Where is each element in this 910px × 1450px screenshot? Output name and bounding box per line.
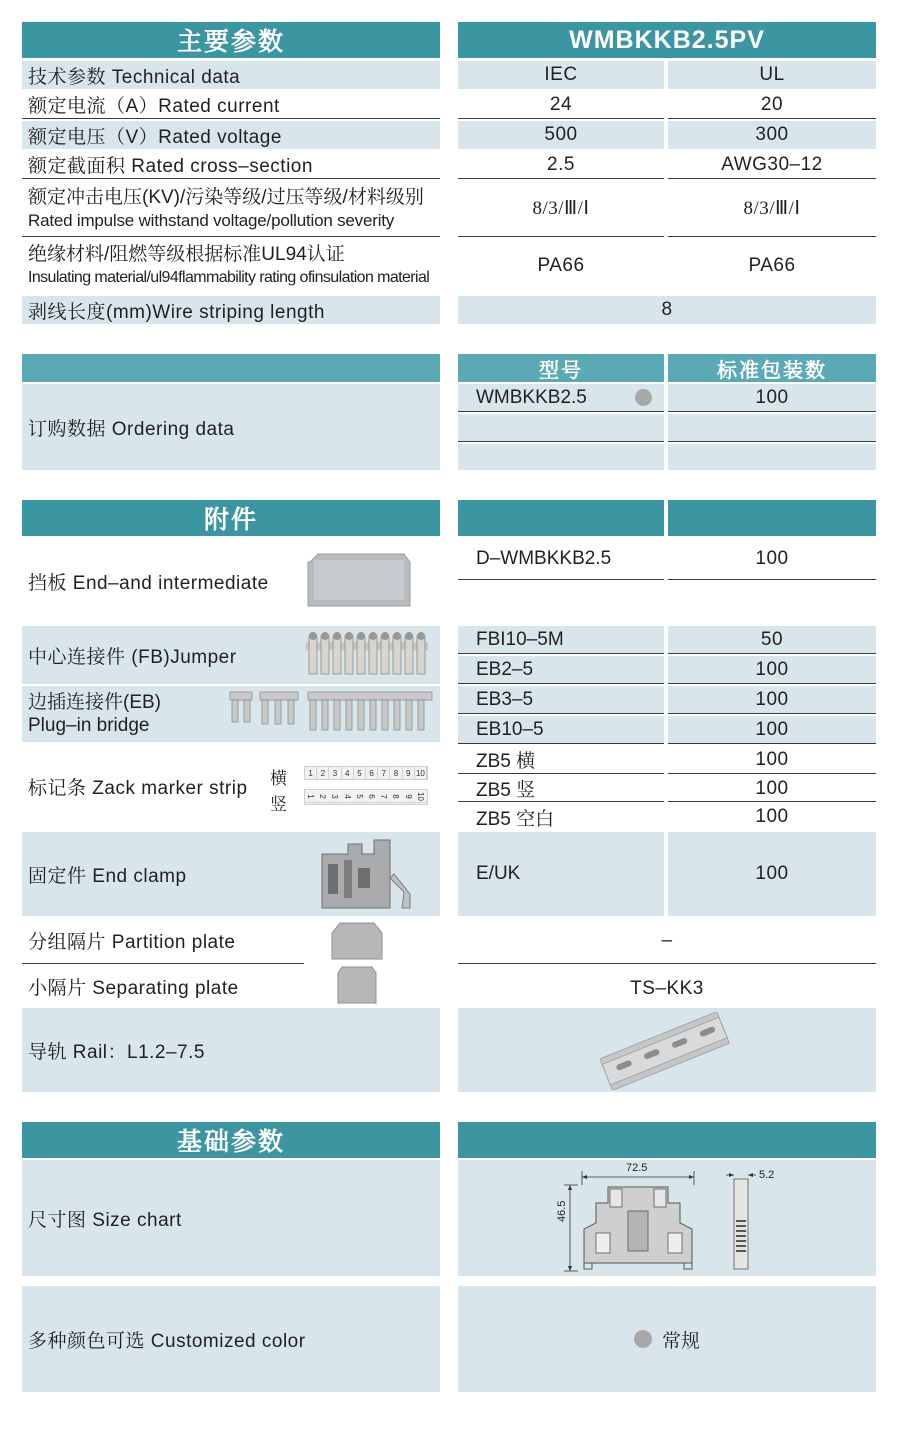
dim-width-label: 72.5	[626, 1162, 648, 1174]
row-current-iec: 24	[458, 91, 664, 119]
accessories-title: 附件	[22, 500, 440, 536]
ordering-col-model: 型号	[458, 354, 664, 382]
end-plate-qty: 100	[668, 538, 876, 580]
end-clamp-model: E/UK	[458, 832, 664, 916]
bridge-model-1: EB2–5	[458, 656, 664, 684]
bridge-model-2: EB3–5	[458, 686, 664, 714]
ordering-header-left	[22, 354, 440, 382]
row-strip-label: 剥线长度(mm)Wire striping length	[22, 296, 440, 324]
ordering-empty-row	[668, 414, 876, 442]
color-swatch-icon	[634, 1330, 652, 1348]
row-impulse-ul: 8/3/Ⅲ/Ⅰ	[668, 181, 876, 237]
size-chart-label: 尺寸图 Size chart	[22, 1160, 440, 1276]
end-plate-image	[304, 552, 414, 608]
row-technical-label: 技术参数 Technical data	[22, 61, 440, 89]
marker-strip-vertical-image	[304, 789, 428, 805]
row-impulse-label	[22, 181, 440, 237]
row-current-label: 额定电流（A）Rated current	[22, 91, 440, 119]
jumper-label: 中心连接件 (FB)Jumper	[22, 626, 440, 684]
impulse-label-cn: 额定冲击电压(KV)/污染等级/过压等级/材料级别	[28, 186, 424, 208]
separating-plate-image	[336, 965, 378, 1005]
marker-digit: 10	[414, 791, 428, 803]
marker-digit: 6	[366, 767, 378, 779]
marker-horizontal-label: 横	[270, 769, 287, 788]
insulation-label-cn: 绝缘材料/阻燃等级根据标准UL94认证	[28, 244, 345, 265]
marker-digit: 8	[390, 767, 402, 779]
bridge-model-3: EB10–5	[458, 716, 664, 744]
bridge-label-cn: 边插连接件(EB)	[28, 692, 162, 713]
marker-digit: 8	[390, 791, 404, 803]
basic-header-cell	[458, 1122, 876, 1158]
marker-digit: 5	[354, 767, 366, 779]
row-voltage-iec: 500	[458, 121, 664, 149]
marker-digit: 9	[403, 767, 415, 779]
marker-qty-3: 100	[755, 806, 789, 827]
row-technical-iec: IEC	[458, 61, 664, 89]
marker-digit: 3	[329, 767, 341, 779]
marker-digit: 1	[305, 767, 317, 779]
row-cross-section-iec: 2.5	[458, 151, 664, 179]
bridge-qty-1: 100	[668, 656, 876, 684]
dim-height-label: 46.5	[556, 1200, 568, 1222]
ordering-empty-row	[668, 444, 876, 470]
color-dot-icon	[635, 389, 652, 406]
row-technical-ul: UL	[668, 61, 876, 89]
ordering-pack: 100	[668, 384, 876, 412]
marker-qty-2: 100	[668, 776, 876, 802]
din-rail-image	[600, 1012, 730, 1090]
accessories-header-cell	[668, 500, 876, 536]
jumper-model: FBI10–5M	[458, 626, 664, 654]
row-cross-section-ul: AWG30–12	[668, 151, 876, 179]
marker-digit: 3	[329, 791, 343, 803]
marker-digit: 1	[304, 791, 318, 803]
color-label: 多种颜色可选 Customized color	[22, 1286, 440, 1392]
marker-strip-horizontal-image	[304, 766, 428, 780]
ordering-empty-row	[458, 414, 664, 442]
row-strip-value: 8	[458, 296, 876, 324]
jumper-image	[306, 632, 430, 678]
marker-digit: 6	[365, 791, 379, 803]
marker-model-2: ZB5 竖	[458, 776, 664, 802]
accessories-header-cell	[458, 500, 664, 536]
end-plate-model: D–WMBKKB2.5	[458, 538, 664, 580]
row-cross-section-label: 额定截面积 Rated cross–section	[22, 151, 440, 179]
marker-digit: 2	[316, 791, 330, 803]
marker-digit: 7	[378, 767, 390, 779]
row-current-ul: 20	[668, 91, 876, 119]
end-plate-label: 挡板 End–and intermediate	[28, 572, 269, 594]
partition-value: –	[458, 918, 876, 964]
bridge-qty-3: 100	[668, 716, 876, 744]
marker-digit: 4	[341, 791, 355, 803]
impulse-label-en: Rated impulse withstand voltage/pollution severity	[28, 210, 395, 230]
marker-digit: 7	[377, 791, 391, 803]
separating-value: TS–KK3	[630, 978, 704, 999]
end-clamp-label: 固定件 End clamp	[22, 832, 440, 916]
color-value: 常规	[661, 1330, 700, 1352]
separating-label: 小隔片 Separating plate	[28, 977, 239, 999]
marker-digit: 4	[342, 767, 354, 779]
bridge-image	[228, 690, 434, 738]
basic-title: 基础参数	[22, 1122, 440, 1158]
model-title: WMBKKB2.5PV	[458, 22, 876, 58]
row-insulation-label	[22, 239, 440, 293]
ordering-model-cell	[458, 384, 664, 412]
marker-digit: 10	[415, 767, 427, 779]
marker-label: 标记条 Zack marker strip	[28, 777, 248, 799]
marker-vertical-label: 竖	[270, 795, 287, 814]
marker-qty-1: 100	[668, 746, 876, 774]
jumper-qty: 50	[668, 626, 876, 654]
row-insulation-ul: PA66	[748, 255, 796, 276]
partition-label: 分组隔片 Partition plate	[22, 918, 304, 964]
marker-digit: 5	[353, 791, 367, 803]
color-value-cell	[458, 1286, 876, 1392]
ordering-label: 订购数据 Ordering data	[22, 384, 440, 470]
bridge-qty-2: 100	[668, 686, 876, 714]
marker-digit: 2	[317, 767, 329, 779]
dim-depth-label: 5.2	[759, 1169, 775, 1181]
row-insulation-iec: PA66	[537, 255, 585, 276]
ordering-col-pack: 标准包装数	[668, 354, 876, 382]
bridge-label-en: Plug–in bridge	[28, 715, 150, 736]
marker-model-1: ZB5 横	[458, 746, 664, 774]
partition-plate-image	[330, 921, 384, 961]
row-voltage-label: 额定电压（V）Rated voltage	[22, 121, 440, 149]
rail-label: 导轨 Rail：L1.2–7.5	[22, 1008, 440, 1092]
row-impulse-iec: 8/3/Ⅲ/Ⅰ	[458, 181, 664, 237]
end-clamp-qty: 100	[668, 832, 876, 916]
row-voltage-ul: 300	[668, 121, 876, 149]
insulation-label-en: Insulating material/ul94flammability rating ofinsulation material	[28, 269, 430, 286]
ordering-model: WMBKKB2.5	[476, 386, 587, 408]
ordering-empty-row	[458, 444, 664, 470]
marker-model-3: ZB5 空白	[476, 808, 555, 830]
end-clamp-image	[318, 838, 414, 914]
marker-digit: 9	[402, 791, 416, 803]
main-params-title: 主要参数	[22, 22, 440, 58]
